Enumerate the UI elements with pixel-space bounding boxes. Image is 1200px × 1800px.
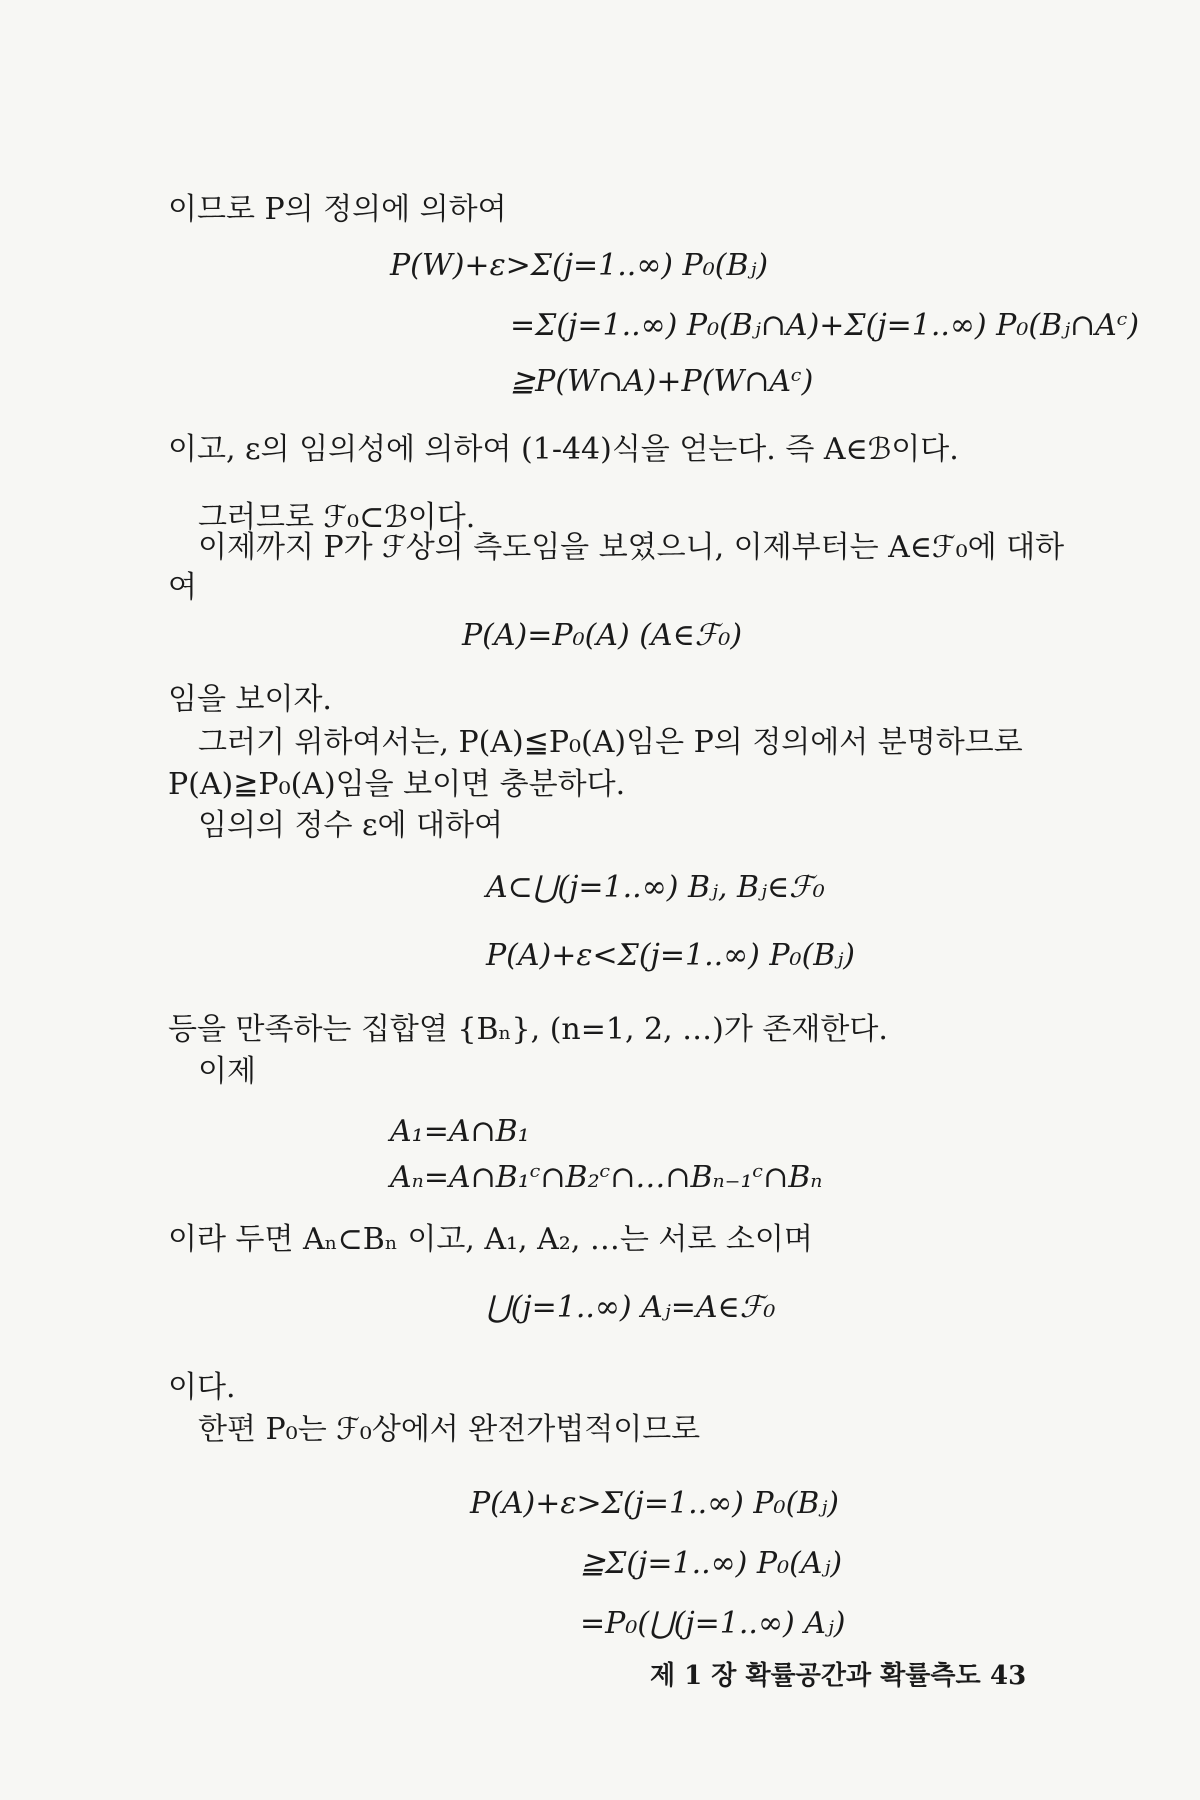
equation-line: ≧Σ(j=1..∞) P₀(Aⱼ)	[580, 1546, 843, 1581]
paragraph-2: 이고, ε의 임의성에 의하여 (1-44)식을 얻는다. 즉 A∈ℬ이다.	[168, 432, 959, 467]
equation-line: =P₀(⋃(j=1..∞) Aⱼ)	[580, 1606, 846, 1641]
paragraph-8: 등을 만족하는 집합열 {Bₙ}, (n=1, 2, …)가 존재한다.	[168, 1012, 888, 1047]
page-number: 43	[990, 1661, 1027, 1691]
paragraph-10: 이라 두면 Aₙ⊂Bₙ 이고, A₁, A₂, …는 서로 소이며	[168, 1222, 813, 1257]
equation-line: P(A)+ε<Σ(j=1..∞) P₀(Bⱼ)	[486, 938, 855, 973]
paragraph-12: 한편 P₀는 ℱ₀상에서 완전가법적이므로	[198, 1412, 701, 1447]
equation-line: =Σ(j=1..∞) P₀(Bⱼ∩A)+Σ(j=1..∞) P₀(Bⱼ∩Aᶜ)	[510, 308, 1140, 343]
paragraph-3: 그러므로 ℱ₀⊂ℬ이다.	[198, 500, 476, 535]
paragraph-6-line-1: 그러기 위하여서는, P(A)≦P₀(A)임은 P의 정의에서 분명하므로	[198, 725, 1023, 760]
equation-line: P(A)+ε>Σ(j=1..∞) P₀(Bⱼ)	[470, 1486, 839, 1521]
paragraph-4-line-2: 여	[168, 570, 197, 605]
paragraph-11: 이다.	[168, 1370, 236, 1405]
paragraph-5: 임을 보이자.	[168, 682, 332, 717]
equation-line: P(W)+ε>Σ(j=1..∞) P₀(Bⱼ)	[390, 248, 769, 283]
paragraph-7: 임의의 정수 ε에 대하여	[198, 808, 503, 843]
equation-line: A⊂⋃(j=1..∞) Bⱼ, Bⱼ∈ℱ₀	[486, 870, 825, 905]
equation-2: P(A)=P₀(A) (A∈ℱ₀)	[462, 618, 743, 653]
paragraph-9: 이제	[198, 1054, 256, 1089]
paragraph-6-line-2: P(A)≧P₀(A)임을 보이면 충분하다.	[168, 767, 626, 802]
paragraph-4-line-1: 이제까지 P가 ℱ상의 측도임을 보였으니, 이제부터는 A∈ℱ₀에 대하	[198, 530, 1065, 565]
equation-line: ≧P(W∩A)+P(W∩Aᶜ)	[510, 364, 814, 399]
running-footer-chapter: 제 1 장 확률공간과 확률측도	[650, 1661, 981, 1691]
paragraph-1: 이므로 P의 정의에 의하여	[168, 192, 507, 227]
equation-5: ⋃(j=1..∞) Aⱼ=A∈ℱ₀	[486, 1290, 776, 1325]
equation-line: A₁=A∩B₁	[390, 1114, 530, 1149]
equation-line: Aₙ=A∩B₁ᶜ∩B₂ᶜ∩…∩Bₙ₋₁ᶜ∩Bₙ	[390, 1160, 823, 1195]
